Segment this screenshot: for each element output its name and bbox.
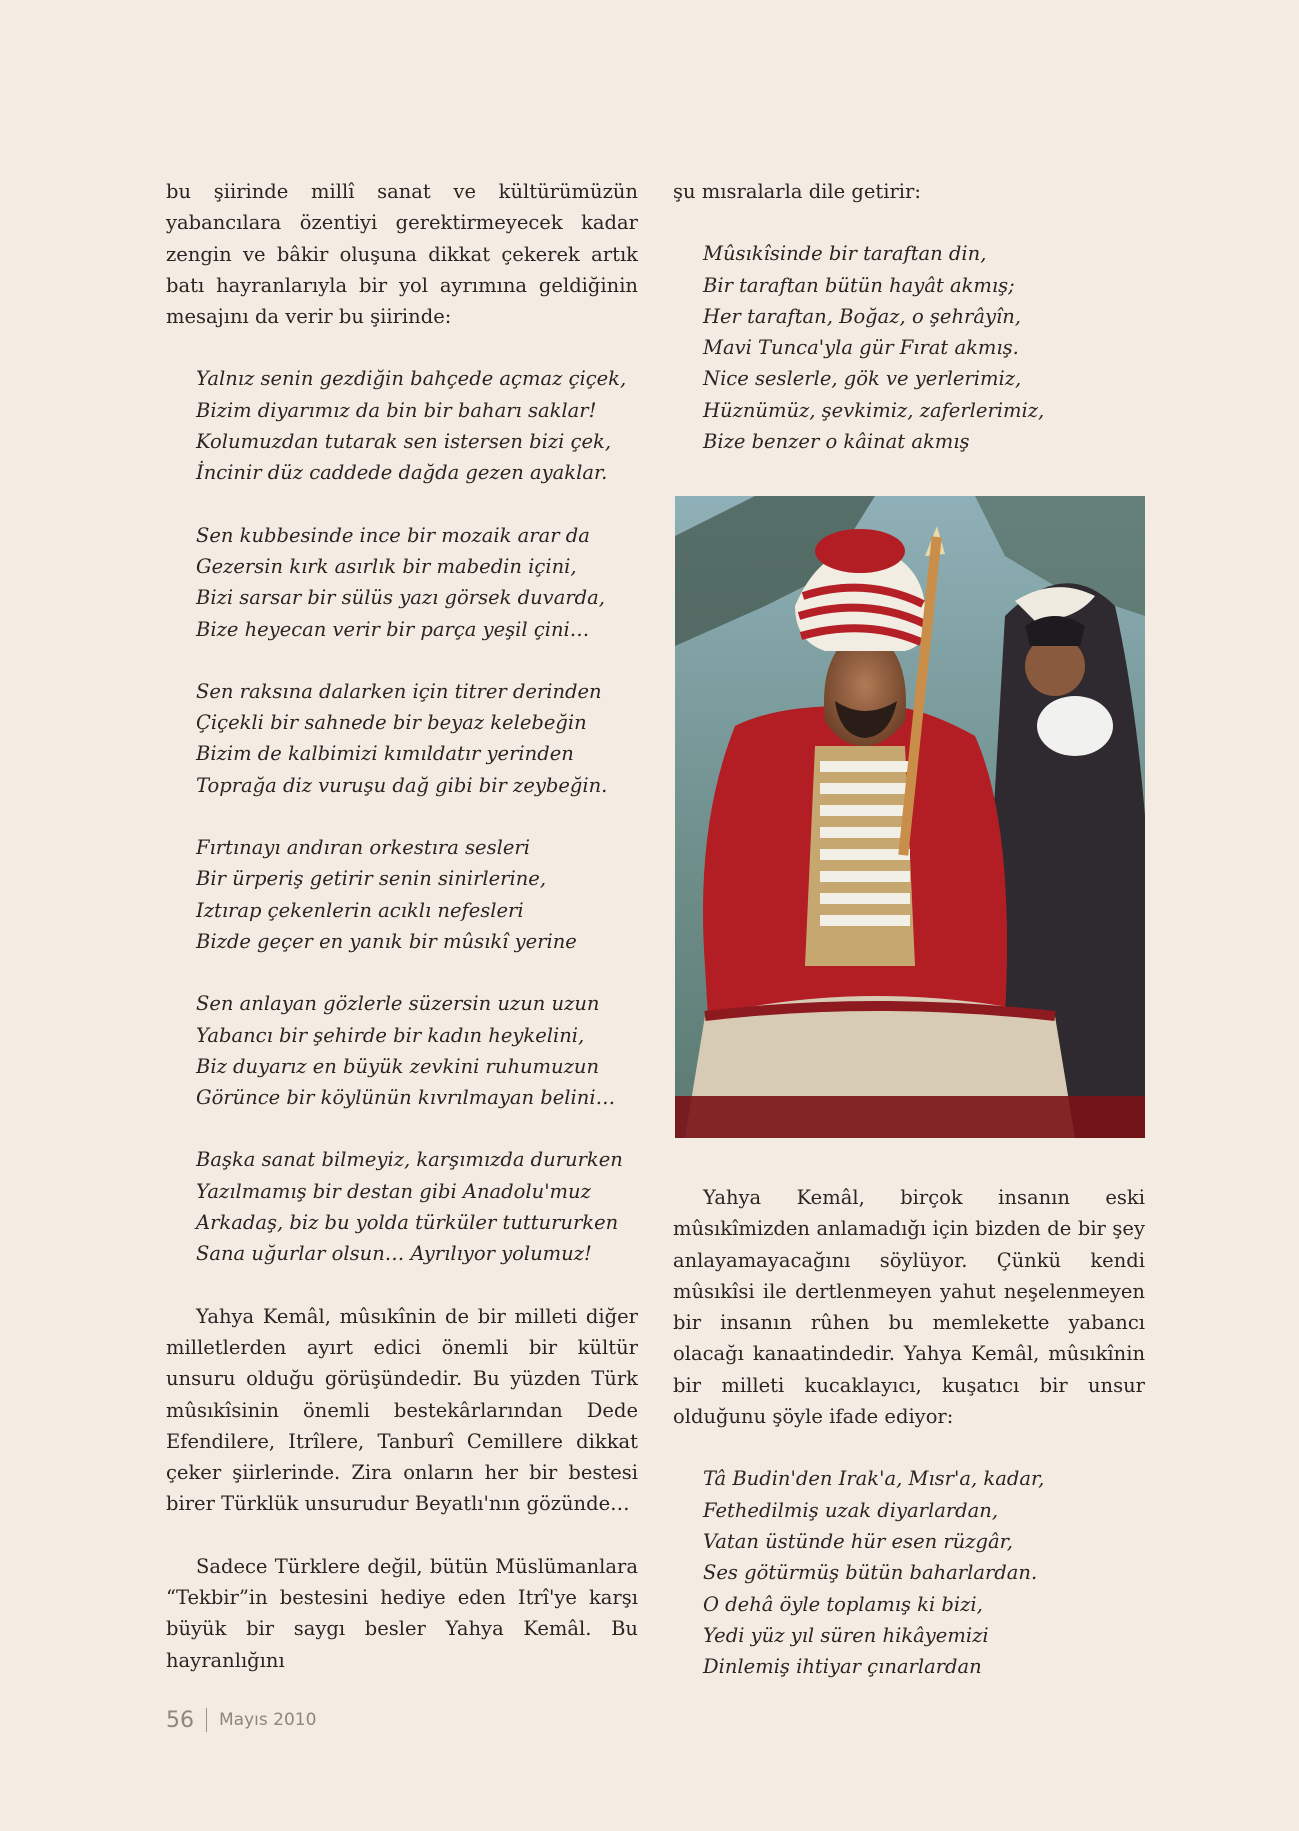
poem-line: Fethedilmiş uzak diyarlardan, bbox=[703, 1498, 999, 1522]
poem-stanza-2 bbox=[166, 520, 638, 645]
body-paragraph-music-culture: Yahya Kemâl, mûsıkînin de bir milleti diğer milletlerden ayırt edici önemli bir kültür unsuru olduğu görüşündedir. Bu yüzden Türk mûsıkîsinin önemli bestekârlarından Dede Efendilere, Itrîlere, Tanburî Cemillere dikkat çeker şiirlerinde. Zira onların her bir bestesi birer Türklük unsurudur Beyatlı'nın gözünde… bbox=[166, 1304, 638, 1516]
poem-line: Fırtınayı andıran orkestıra sesleri bbox=[196, 836, 530, 860]
poem-line: Sen kubbesinde ince bir mozaik arar da bbox=[196, 523, 590, 547]
poem-line: Arkadaş, biz bu yolda türküler tuttururken bbox=[196, 1211, 619, 1235]
poem-line: Bir taraftan bütün hayât akmış; bbox=[703, 273, 1015, 297]
footer-divider bbox=[206, 1708, 207, 1732]
poem-line: Başka sanat bilmeyiz, karşımızda dururken bbox=[196, 1148, 623, 1172]
right-intro-line: şu mısralarla dile getirir: bbox=[673, 180, 921, 203]
body-paragraph-music-belonging: Yahya Kemâl, birçok insanın eski mûsıkîmizden anlamadığı için bizden de bir şey anlayamayacağını söylüyor. Çünkü kendi mûsıkîsi ile dertlenmeyen yahut neşelenmeyen bir insanın rûhen bu memlekette yabancı olacağı kanaatindedir. Yahya Kemâl, mûsıkînin bir milleti kucaklayıcı, kuşatıcı bir unsur olduğunu şöyle ifade ediyor: bbox=[673, 1186, 1145, 1429]
poem-line: Biz duyarız en büyük zevkini ruhumuzun bbox=[196, 1054, 599, 1078]
poem-line: Bizim diyarımız da bin bir baharı saklar! bbox=[196, 398, 597, 422]
poem-stanza-6 bbox=[166, 1144, 638, 1269]
poem-line: Bize benzer o kâinat akmış bbox=[703, 430, 970, 454]
poem-stanza-1 bbox=[166, 363, 638, 488]
poem-line: O dehâ öyle toplamış ki bizi, bbox=[703, 1592, 983, 1616]
poem-line: Dinlemiş ihtiyar çınarlardan bbox=[703, 1655, 982, 1679]
page-footer bbox=[166, 1705, 316, 1735]
right-column-lower bbox=[673, 1182, 1145, 1682]
left-column bbox=[166, 176, 638, 1676]
poem-line: Her taraftan, Boğaz, o şehrâyîn, bbox=[703, 304, 1021, 328]
poem-line: Vatan üstünde hür esen rüzgâr, bbox=[703, 1529, 1014, 1553]
intro-paragraph: bu şiirinde millî sanat ve kültürümüzün yabancılara özentiyi gerektirmeyecek kadar zengin ve bâkir oluşuna dikkat çekerek artık batı hayranlarıyla bir yol ayrımına geldiğinin mesajını da verir bu şiirinde: bbox=[166, 180, 638, 329]
budin-poem-stanza bbox=[673, 1463, 1145, 1682]
right-column bbox=[673, 176, 1145, 457]
poem-line: Yedi yüz yıl süren hikâyemizi bbox=[703, 1623, 989, 1647]
poem-line: Bize heyecan verir bir parça yeşil çini… bbox=[196, 617, 590, 641]
poem-line: Bir ürperiş getirir senin sinirlerine, bbox=[196, 867, 547, 891]
poem-line: Yalnız senin gezdiğin bahçede açmaz çiçek, bbox=[196, 367, 627, 391]
poem-line: Kolumuzdan tutarak sen istersen bizi çek, bbox=[196, 430, 612, 454]
poem-line: Mûsıkîsinde bir taraftan din, bbox=[703, 242, 987, 266]
poem-stanza-3 bbox=[166, 676, 638, 801]
body-paragraph-itri: Sadece Türklere değil, bütün Müslümanlara “Tekbir”in bestesini hediye eden Itrî'ye karşı büyük bir saygı besler Yahya Kemâl. Bu hayranlığını bbox=[166, 1554, 638, 1672]
itri-poem-stanza bbox=[673, 238, 1145, 457]
poem-line: Gezersin kırk asırlık bir mabedin içini, bbox=[196, 554, 577, 578]
issue-date: Mayıs 2010 bbox=[219, 1710, 317, 1730]
poem-line: Ses götürmüş bütün baharlardan. bbox=[703, 1561, 1038, 1585]
poem-line: Sana uğurlar olsun… Ayrılıyor yolumuz! bbox=[196, 1242, 592, 1266]
poem-line: Bizim de kalbimizi kımıldatır yerinden bbox=[196, 742, 574, 766]
poem-line: Sen raksına dalarken için titrer derinden bbox=[196, 679, 602, 703]
poem-line: Yazılmamış bir destan gibi Anadolu'muz bbox=[196, 1179, 591, 1203]
poem-line: Bizi sarsar bir sülüs yazı görsek duvarda, bbox=[196, 586, 605, 610]
poem-line: Toprağa diz vuruşu dağ gibi bir zeybeğin. bbox=[196, 773, 608, 797]
poem-stanza-5 bbox=[166, 988, 638, 1113]
poem-line: Sen anlayan gözlerle süzersin uzun uzun bbox=[196, 992, 600, 1016]
poem-line: Hüznümüz, şevkimiz, zaferlerimiz, bbox=[703, 398, 1045, 422]
poem-line: İncinir düz caddede dağda gezen ayaklar. bbox=[196, 461, 608, 485]
mehter-photo bbox=[675, 496, 1145, 1138]
poem-line: Bizde geçer en yanık bir mûsıkî yerine bbox=[196, 929, 577, 953]
poem-line: Görünce bir köylünün kıvrılmayan belini… bbox=[196, 1086, 616, 1110]
poem-line: Nice seslerle, gök ve yerlerimiz, bbox=[703, 367, 1022, 391]
poem-line: Iztırap çekenlerin acıklı nefesleri bbox=[196, 898, 524, 922]
poem-line: Çiçekli bir sahnede bir beyaz kelebeğin bbox=[196, 711, 587, 735]
poem-line: Yabancı bir şehirde bir kadın heykelini, bbox=[196, 1023, 585, 1047]
poem-stanza-4 bbox=[166, 832, 638, 957]
page-number: 56 bbox=[166, 1707, 194, 1733]
poem-line: Tâ Budin'den Irak'a, Mısr'a, kadar, bbox=[703, 1467, 1045, 1491]
poem-line: Mavi Tunca'yla gür Fırat akmış. bbox=[703, 336, 1019, 360]
